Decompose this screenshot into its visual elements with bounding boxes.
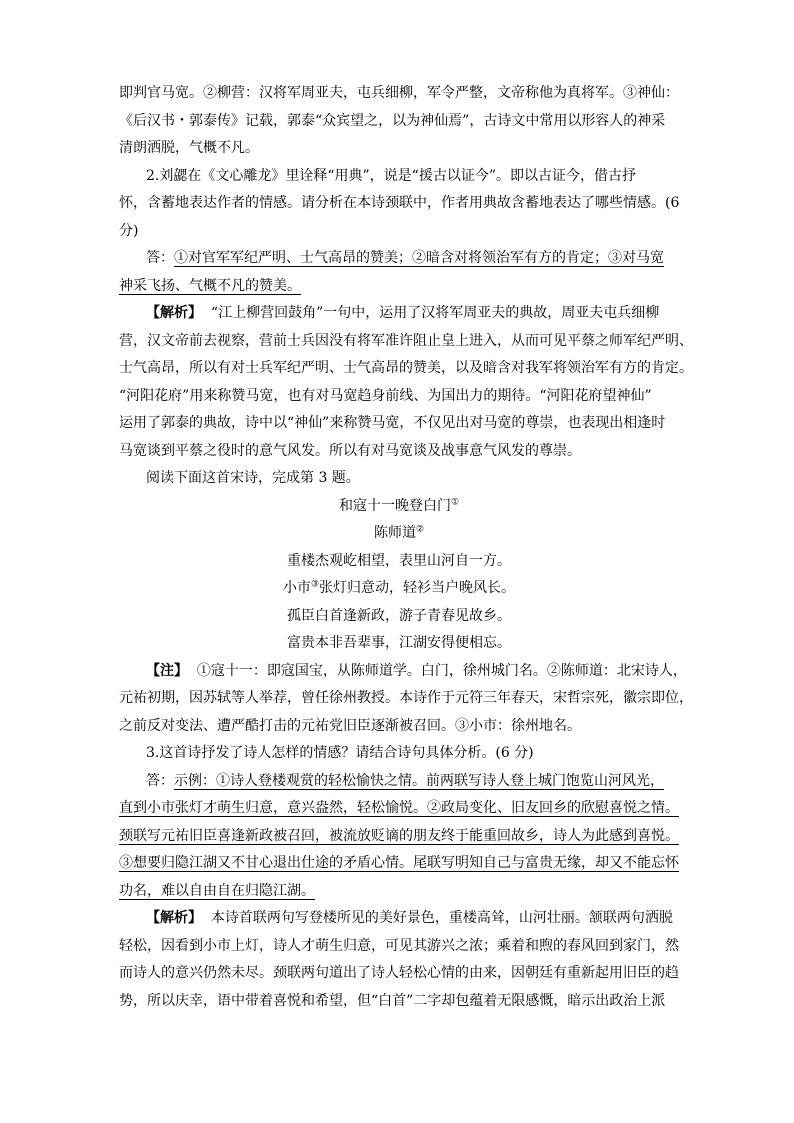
poem-title: 和寇十一晚登白门①: [338, 496, 460, 514]
paragraph-line: 清朗洒脱，气概不凡。: [119, 140, 259, 156]
analysis-2-line: 营，汉文帝前去视察，营前士兵因没有将军准许阻止皇上进入，从而可见平蔡之师军纪严明、: [119, 332, 693, 349]
poem-line: 孤臣白首逢新政，游子青春见故乡。: [287, 607, 511, 624]
answer-2-line: [119, 245, 679, 273]
answer-label: 答：: [146, 250, 174, 266]
notes-line: 【注】 ①寇十一：即寇国宝，从陈师道学。白门，徐州城门名。②陈师道：北宋诗人，: [146, 662, 687, 679]
analysis-3-line: 势，所以庆幸，语中带着喜悦和希望，但“白首”二字却包蕴着无限感慨，暗示出政治上派: [119, 992, 666, 1009]
analysis-2-line: 马宽谈到平蔡之役时的意气风发。所以有对马宽谈及战事意气风发的尊崇。: [119, 442, 581, 459]
poem-line: 小市③张灯归意动，轻衫当户晚风长。: [282, 579, 516, 596]
answer-3-line: 功名，难以自由自在归隐江湖。: [119, 882, 315, 899]
answer-label: 答：: [146, 772, 174, 789]
analysis-2-line: “河阳花府”用来称赞马宽，也有对马宽趋身前线、为国出力的期待。“河阳花府望神仙”: [119, 387, 652, 404]
poem-line: 富贵本非吾辈事，江湖安得便相忘。: [287, 635, 511, 651]
analysis-label: 【解析】: [146, 305, 202, 321]
question-2-line: 分): [119, 222, 139, 239]
answer-3-line: ③想要归隐江湖又不甘心退出仕途的矛盾心情。尾联写明知自己与富贵无缘，却又不能忘怀: [119, 855, 679, 871]
document-page: [119, 80, 693, 1015]
answer-text: 神采飞扬、气概不凡的赞美。: [119, 277, 301, 294]
question-2-line: 怀，含蓄地表达作者的情感。请分析在本诗颈联中，作者用典故含蓄地表达了哪些情感。(6: [119, 195, 680, 211]
analysis-2-line: 运用了郭泰的典故，诗中以“神仙”来称赞马宽，不仅见出对马宽的尊崇，也表现出相逢时: [119, 415, 666, 431]
answer-3-line: 颈联写元祐旧臣喜逢新政被召回，被流放贬谪的朋友终于能重回故乡，诗人为此感到喜悦。: [119, 827, 679, 844]
analysis-2-line: 士气高昂，所以有对士兵军纪严明、士气高昂的赞美，以及暗含对我军将领治军有方的肯定。: [119, 360, 693, 376]
analysis-label: 【解析】: [146, 910, 202, 926]
analysis-text: “江上柳营回鼓角”一句中，运用了汉将军周亚夫的典故，周亚夫屯兵细柳: [210, 305, 660, 321]
analysis-3-line: 而诗人的意兴仍然未尽。颈联两句道出了诗人轻松心情的由来，因朝廷有重新起用旧臣的趋: [119, 965, 679, 981]
answer-3-line: 直到小市张灯才萌生归意，意兴盎然，轻松愉悦。②政局变化、旧友回乡的欣慰喜悦之情。: [119, 800, 679, 816]
question-3: 3.这首诗抒发了诗人怎样的情感？请结合诗句具体分析。(6 分): [146, 745, 534, 761]
analysis-2-line: [119, 300, 679, 328]
paragraph-line: 即判官马宽。②柳营：汉将军周亚夫，屯兵细柳，军令严整，文帝称他为真将军。③神仙：: [119, 85, 679, 101]
notes-line: 之前反对变法、遭严酷打击的元祐党旧臣逐渐被召回。③小市：徐州地名。: [119, 717, 581, 734]
answer-text: ①对官军军纪严明、士气高昂的赞美；②暗含对将领治军有方的肯定；③对马宽: [174, 250, 664, 266]
analysis-3-line: 【解析】 本诗首联两句写登楼所见的美好景色，重楼高耸，山河壮丽。颔联两句洒脱: [146, 910, 673, 926]
intro-3: 阅读下面这首宋诗，完成第 3 题。: [146, 470, 360, 486]
paragraph-line: 《后汉书・郭泰传》记载，郭泰“众宾望之，以为神仙焉”，古诗文中常用以形容人的神采: [119, 112, 666, 129]
question-2-line: 2.刘勰在《文心雕龙》里诠释“用典”，说是“援古以证今”。即以古证今，借古抒: [146, 167, 636, 184]
answer-3-line: [119, 768, 679, 796]
notes-line: 元祐初期，因苏轼等人举荐，曾任徐州教授。本诗作于元符三年春天，宋哲宗死，徽宗即位，: [119, 690, 693, 706]
answer-2-line: [119, 273, 679, 301]
analysis-3-line: 轻松，因看到小市上灯，诗人才萌生归意，可见其游兴之浓；乘着和煦的春风回到家门，然: [119, 937, 679, 954]
notes-label: 【注】: [146, 662, 188, 679]
poem-line: 重楼杰观屹相望，表里山河自一方。: [287, 552, 511, 569]
poem-author: 陈师道②: [373, 524, 425, 541]
answer-text: 示例：①诗人登楼观赏的轻松愉快之情。前两联写诗人登上城门饱览山河风光，: [174, 772, 664, 789]
